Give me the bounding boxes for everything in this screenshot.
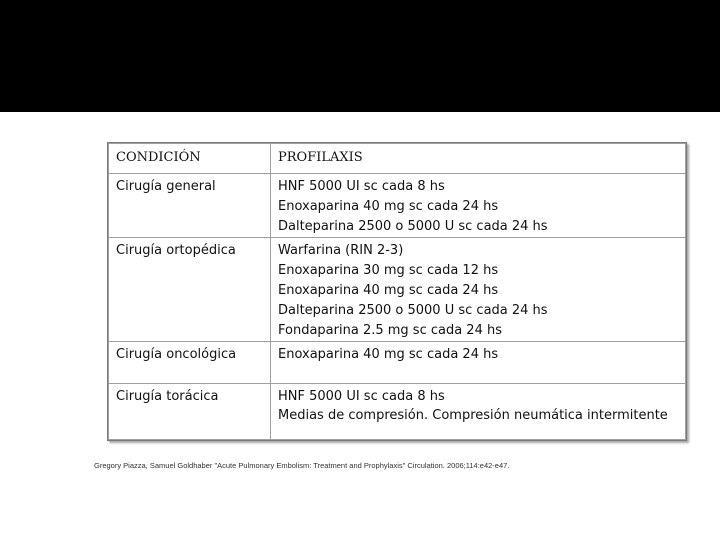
condition-cell: Cirugía oncológica	[109, 342, 271, 384]
table-row	[109, 174, 686, 238]
header-condition: CONDICIÓN	[109, 144, 271, 174]
prophylaxis-line: Warfarina (RIN 2-3)	[278, 243, 404, 258]
table-header-row	[109, 144, 686, 174]
prophylaxis-table	[107, 142, 687, 441]
prophylaxis-line: Dalteparina 2500 o 5000 U sc cada 24 hs	[278, 219, 548, 234]
prophylaxis-cell	[271, 342, 686, 384]
prophylaxis-line: HNF 5000 UI sc cada 8 hs	[278, 179, 445, 194]
prophylaxis-line: HNF 5000 UI sc cada 8 hs	[278, 389, 445, 404]
citation: Gregory Piazza, Samuel Goldhaber "Acute Pulmonary Embolism: Treatment and Prophylaxis" Circulation. 2006;114:e42-e47.	[94, 461, 510, 470]
prophylaxis-cell	[271, 174, 686, 238]
condition-cell: Cirugía general	[109, 174, 271, 238]
title-band	[0, 0, 720, 112]
prophylaxis-line: Medias de compresión. Compresión neumática intermitente	[278, 408, 668, 423]
table-row	[109, 342, 686, 384]
condition-cell: Cirugía ortopédica	[109, 238, 271, 342]
prophylaxis-line: Enoxaparina 40 mg sc cada 24 hs	[278, 283, 499, 298]
prophylaxis-line: Fondaparina 2.5 mg sc cada 24 hs	[278, 323, 502, 338]
prophylaxis-cell	[271, 384, 686, 440]
prophylaxis-line: Enoxaparina 40 mg sc cada 24 hs	[278, 199, 499, 214]
prophylaxis-line: Dalteparina 2500 o 5000 U sc cada 24 hs	[278, 303, 548, 318]
prophylaxis-cell	[271, 238, 686, 342]
header-prophylaxis: PROFILAXIS	[271, 144, 686, 174]
prophylaxis-line: Enoxaparina 40 mg sc cada 24 hs	[278, 347, 499, 362]
table-row	[109, 384, 686, 440]
condition-cell: Cirugía torácica	[109, 384, 271, 440]
table-row	[109, 238, 686, 342]
prophylaxis-line: Enoxaparina 30 mg sc cada 12 hs	[278, 263, 499, 278]
